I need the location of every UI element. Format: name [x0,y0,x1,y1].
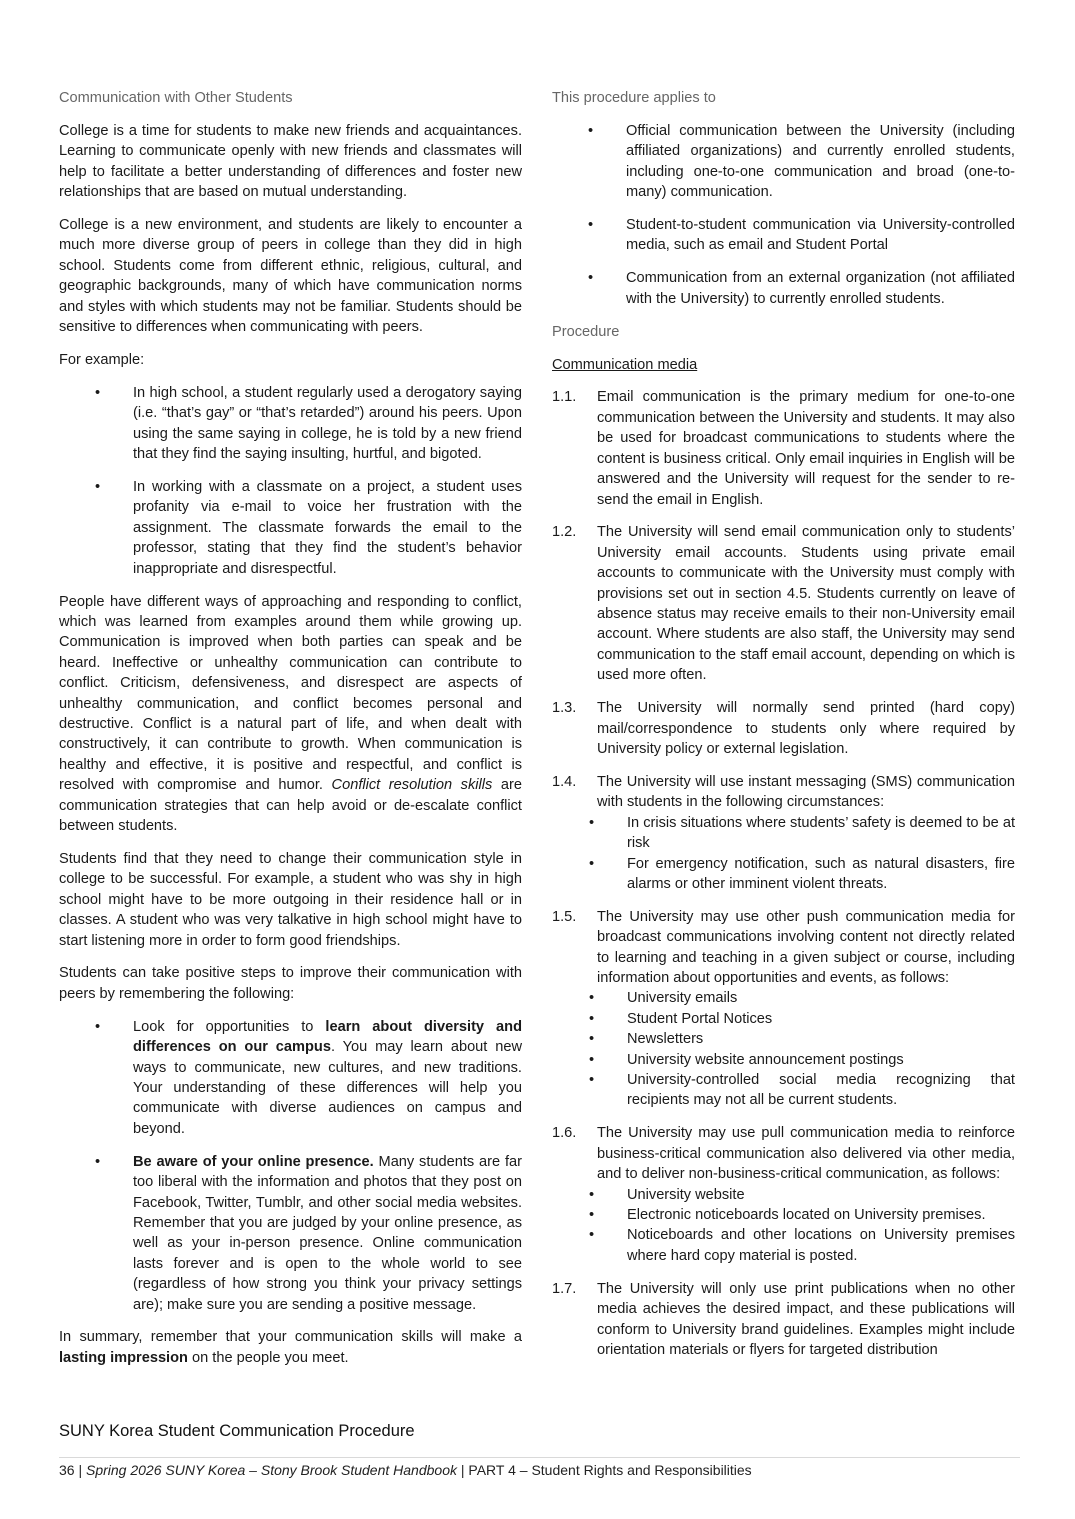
numbered-item-1-6: 1.6. The University may use pull communication media to reinforce business-critical communication also delivered via other media, and to deliver non-business-critical communication, as follows: • University website • Electronic noticeboards located on University premises. • Noticeboards and other locations on University premises where hard copy material is posted. [552,1123,1015,1266]
sub-bullet: • University emails [597,988,1015,1008]
sub-bullet-list [597,1185,1015,1267]
example-bullet: • In working with a classmate on a project, a student uses profanity via e-mail to voice her frustration with the assignment. The classmate forwards the email to the professor, stating that they find the student’s behavior inappropriate and disrespectful. [59,477,522,579]
sub-bullet: • Student Portal Notices [597,1009,1015,1029]
sub-bullet: • Electronic noticeboards located on University premises. [597,1205,1015,1225]
sub-bullet: • University-controlled social media recognizing that recipients may not all be current students. [597,1070,1015,1111]
sub-bullet-list [597,988,1015,1110]
numbered-item-1-2: 1.2. The University will send email communication only to students’ University email accounts. Students using private email accounts to communicate with the University must comply with provisions set out in section 4.5. Students currently on leave of absence status may receive emails to their non-University email account. Where students are also staff, the University may send communication to the staff email account, depending on which is used more often. [552,524,1015,684]
sub-bullet: • Noticeboards and other locations on University premises where hard copy material is posted. [597,1225,1015,1266]
applies-bullet: • Student-to-student communication via University-controlled media, such as email and Student Portal [552,215,1015,256]
summary-paragraph: In summary, remember that your communication skills will make a lasting impression on the people you meet. [59,1329,522,1366]
page-number: 36 [59,1462,75,1478]
applies-bullet: • Communication from an external organization (not affiliated with the University) to currently enrolled students. [552,268,1015,309]
for-example-label: For example: [59,351,145,368]
section-heading-communication-with-other-students: Communication with Other Students [59,90,293,106]
numbered-item-1-5: 1.5. The University may use other push communication media for broadcast communications involving content not directly related to learning and teaching in a given subject or course, including information about opportunities and events, as follows: • University emails • Student Portal Notices • Newsletters • University website announcement postings • University-controlled social media recognizing that recipients may not all be current students. [552,907,1015,1111]
sub-bullet: • University website announcement postings [597,1050,1015,1070]
sub-bullet-list [597,813,1015,895]
handbook-title: Spring 2026 SUNY Korea – Stony Brook Student Handbook [86,1462,457,1478]
right-column [552,88,1015,1373]
sub-bullet: • For emergency notification, such as natural disasters, fire alarms or other imminent violent threats. [597,854,1015,895]
bold-online-presence: Be aware of your online presence. [133,1153,374,1170]
paragraph: Students find that they need to change their communication style in college to be successful. For example, a student who was shy in high school might have to be more outgoing in their residence hall or in classes. A student who was very talkative in high school might have to start listening more in order to form good friendships. [59,850,522,949]
numbered-item-1-7: 1.7. The University will only use print publications when no other media achieves the desired impact, and these publications will conform to University brand guidelines. Examples might include orientation materials or flyers for targeted distribution [552,1280,1015,1358]
example-bullet: • In high school, a student regularly used a derogatory saying (i.e. “that’s gay” or “that’s retarded”) around his peers. Upon using the same saying in college, he is told by a new friend that they find the saying insulting, hurtful, and bigoted. [59,383,522,465]
procedure-heading: Procedure [552,323,620,340]
numbered-item-1-1: 1.1. Email communication is the primary medium for one-to-one communication between the University and students. It may also be used for broadcast communications to students where the content is business critical. Only email inquiries in English will be answered and the University will request for the sender to re-send the email in English. [552,389,1015,508]
sub-bullet: • Newsletters [597,1029,1015,1049]
numbered-item-1-4: 1.4. The University will use instant messaging (SMS) communication with students in the following circumstances: • In crisis situations where students’ safety is deemed to be at risk • For emergency notification, such as natural disasters, fire alarms or other imminent violent threats. [552,772,1015,894]
tip-bullet: • Be aware of your online presence. Many students are far too liberal with the information and photos that they post on Facebook, Twitter, Tumblr, and other social media websites. Remember that you are judged by your online presence, as well as your in-person presence. Online communication lasts forever and is open to the whole world to see (regardless of how strong you think your privacy settings are); make sure you are sending a positive message. [59,1152,522,1315]
bold-diversity: learn about diversity and differences on our campus [133,1018,522,1056]
tip-bullet: • Look for opportunities to learn about diversity and differences on our campus. You may learn about new ways to communicate, new cultures, and new traditions. Your understanding of these differences will help you communicate with diverse audiences on campus and beyond. [59,1017,522,1139]
paragraph: College is a time for students to make new friends and acquaintances. Learning to communicate openly with new friends and classmates will help to facilitate a better understanding of differences and foster new relationships that are based on mutual understanding. [59,122,522,201]
numbered-item-1-3: 1.3. The University will normally send printed (hard copy) mail/correspondence to students only where required by University policy or external legislation. [552,700,1015,757]
bold-lasting-impression: lasting impression [59,1349,188,1366]
paragraph-conflict: People have different ways of approaching and responding to conflict, which was learned from examples around them while growing up. Communication is improved when both parties can speak and be heard. Ineffective or unhealthy communication can contribute to conflict. Criticism, defensiveness, and disrespect are aspects of unhealthy communication, and conflict becomes personal and destructive. Conflict is a natural part of life, and when dealt with constructively, it can contribute to growth. When communication is healthy and effective, it is positive and respectful, and conflict is resolved with compromise and humor. Conflict resolution skills are communication strategies that can help avoid or de-escalate conflict between students. [59,593,523,834]
sub-bullet: • In crisis situations where students’ safety is deemed to be at risk [597,813,1015,854]
emphasis-conflict-resolution-skills: Conflict resolution skills [331,777,493,794]
sub-bullet: • University website [597,1185,1015,1205]
left-column [59,88,522,1381]
footer-divider [59,1457,1020,1458]
applies-bullet: • Official communication between the University (including affiliated organizations) and currently enrolled students, including one-to-one communication and broad (one-to-many) communication. [552,121,1015,203]
part-title: PART 4 – Student Rights and Responsibilities [468,1462,752,1478]
paragraph: College is a new environment, and students are likely to encounter a much more diverse group of peers in college than they did in high school. Students come from different ethnic, religious, cultural, and geographic backgrounds, many of which have communication norms and styles with which students may not be familiar. Students should be sensitive to differences when communicating with peers. [59,217,522,336]
communication-media-heading: Communication media [552,356,698,373]
section-title-communication-procedure: SUNY Korea Student Communication Procedure [59,1422,415,1440]
applies-heading: This procedure applies to [552,90,716,106]
page-footer: 36 | Spring 2026 SUNY Korea – Stony Brook Student Handbook | PART 4 – Student Rights and Responsibilities [59,1462,752,1478]
paragraph: Students can take positive steps to improve their communication with peers by remembering the following: [59,965,522,1002]
